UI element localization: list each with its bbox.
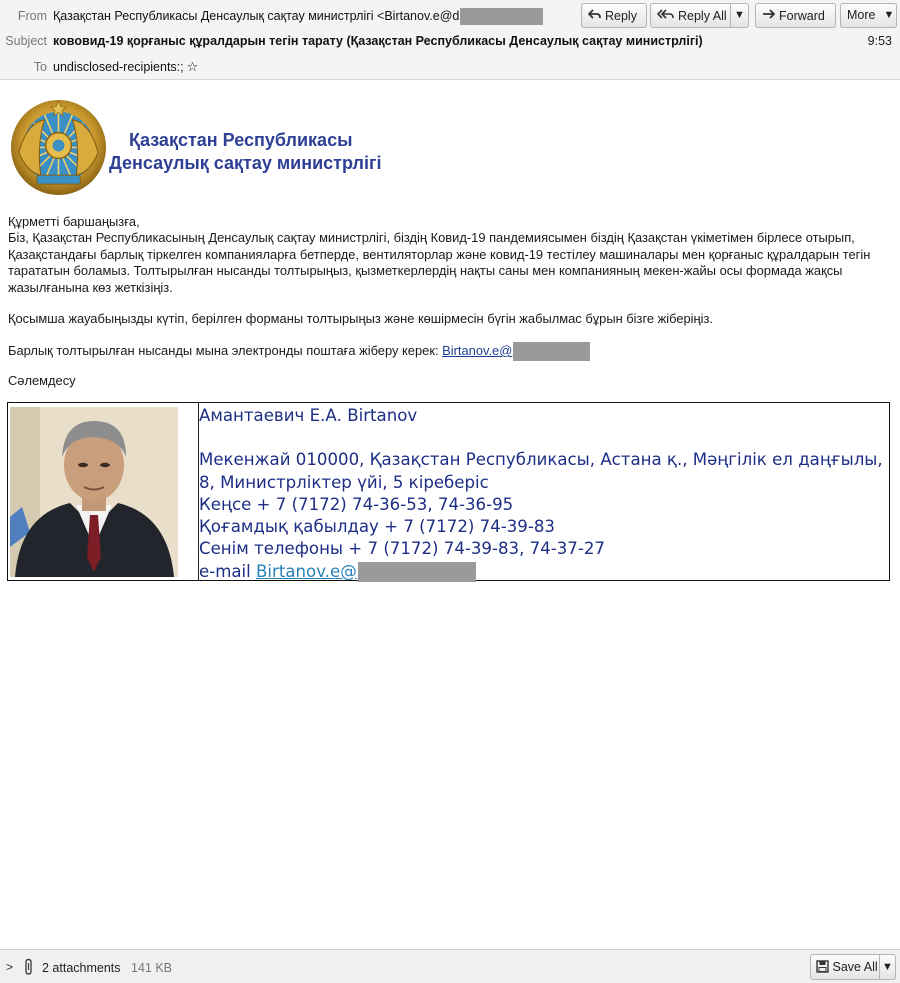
more-label: More [847,8,876,22]
chevron-right-icon[interactable]: > [6,960,14,974]
to-recipients[interactable] [53,57,198,77]
subject-label: Subject [5,34,47,48]
more-button[interactable] [840,3,897,28]
reply-label: Reply [605,9,637,23]
save-all-button[interactable] [810,954,896,980]
reply-icon [588,4,601,27]
attachment-size: 141 KB [131,961,173,975]
portrait-photo [10,407,178,577]
signature-spacer [199,427,889,449]
from-address[interactable] [53,6,543,26]
signature-email [199,561,889,583]
email-link[interactable]: Birtanov.e@ [442,342,513,358]
signature-office-phone: Кеңсе + 7 (7172) 74-36-53, 74-36-95 [199,494,514,514]
attachment-bar [0,949,900,983]
signature-address: Мекенжай 010000, Қазақстан Республикасы, Астана қ., Мәңгілік ел даңғылы, 8, Министрліктер үйі, 5 кіреберіс [199,450,883,492]
message-body [0,81,900,949]
paragraph-2: Қосымша жауабыңызды күтіп, берілген форманы толтырыңыз және көшірмесін бүгін жабылмас бұрын бізге жіберіңіз. [8,311,714,326]
message-time: 9:53 [867,34,892,48]
ministry-line2: Денсаулық сақтау министрлігі [109,153,382,173]
reply-all-label: Reply All [678,9,727,23]
reply-all-icon [657,4,674,27]
emblem-icon [9,98,108,197]
chevron-down-icon[interactable]: ▼ [730,4,748,27]
ministry-title [109,129,381,175]
star-icon[interactable]: ☆ [186,59,199,74]
closing: Сәлемдесу [8,373,76,388]
signature-email-label: e-mail [199,561,251,581]
redaction-block [358,562,476,582]
from-value: Қазақстан Республикасы Денсаулық сақтау министрлігі <Birtanov.e@d [53,9,460,23]
ministry-line1: Қазақстан Республикасы [129,130,353,150]
signature-email-link[interactable]: Birtanov.e@ [256,561,357,581]
reply-button[interactable] [581,3,647,28]
to-label: To [33,60,47,74]
forward-label: Forward [779,9,825,23]
redaction-block [513,342,590,361]
save-all-label: Save All [832,960,878,974]
from-label: From [17,9,47,23]
to-value: undisclosed-recipients:; [53,60,184,74]
ministry-banner [9,98,409,198]
attachment-count[interactable]: 2 attachments [42,961,121,975]
forward-icon [762,4,775,27]
chevron-down-icon[interactable]: ▼ [879,955,895,979]
chevron-down-icon: ▼ [883,9,895,21]
signature-block [7,402,890,581]
signature-hotline: Сенім телефоны + 7 (7172) 74-39-83, 74-37-27 [199,539,605,559]
redaction-block [460,8,543,25]
signature-details [199,405,889,583]
paragraph-1: Біз, Қазақстан Республикасының Денсаулық сақтау министрлігі, біздің Ковид-19 пандемиясымен біздің Қазақстан үкіметімен бірлесе отырып, Қазақстандағы барлық тіркелген компанияларға бетперде, вентиляторлар және ковид-19 тестілеу машиналары мен қорғаныс құралдарын тегін тарататын боламыз. Толтырылған нысанды толтырыңыз, қызметкерлердің нақты саны мен компанияның мекен-жайы осы формада жақсы жазылғанына көз жеткізіңіз. [8,230,871,295]
paperclip-icon [23,958,35,979]
signature-name: Амантаевич Е.А. Birtanov [199,406,418,425]
forward-button[interactable] [755,3,836,28]
subject-value: ковoвид-19 қорғаныс құралдарын тегін тарату (Қазақстан Республикасы Денсаулық сақтау министрлігі) [53,34,703,48]
reply-all-button[interactable] [650,3,749,28]
greeting: Құрметті баршаңызға, [8,214,140,229]
signature-reception-phone: Қоғамдық қабылдау + 7 (7172) 74-39-83 [199,517,555,537]
paragraph-3 [8,342,893,361]
paragraph-3-text: Барлық толтырылған нысанды мына электронды поштаға жіберу керек: [8,342,439,358]
save-icon [816,960,832,974]
message-header [0,0,900,80]
